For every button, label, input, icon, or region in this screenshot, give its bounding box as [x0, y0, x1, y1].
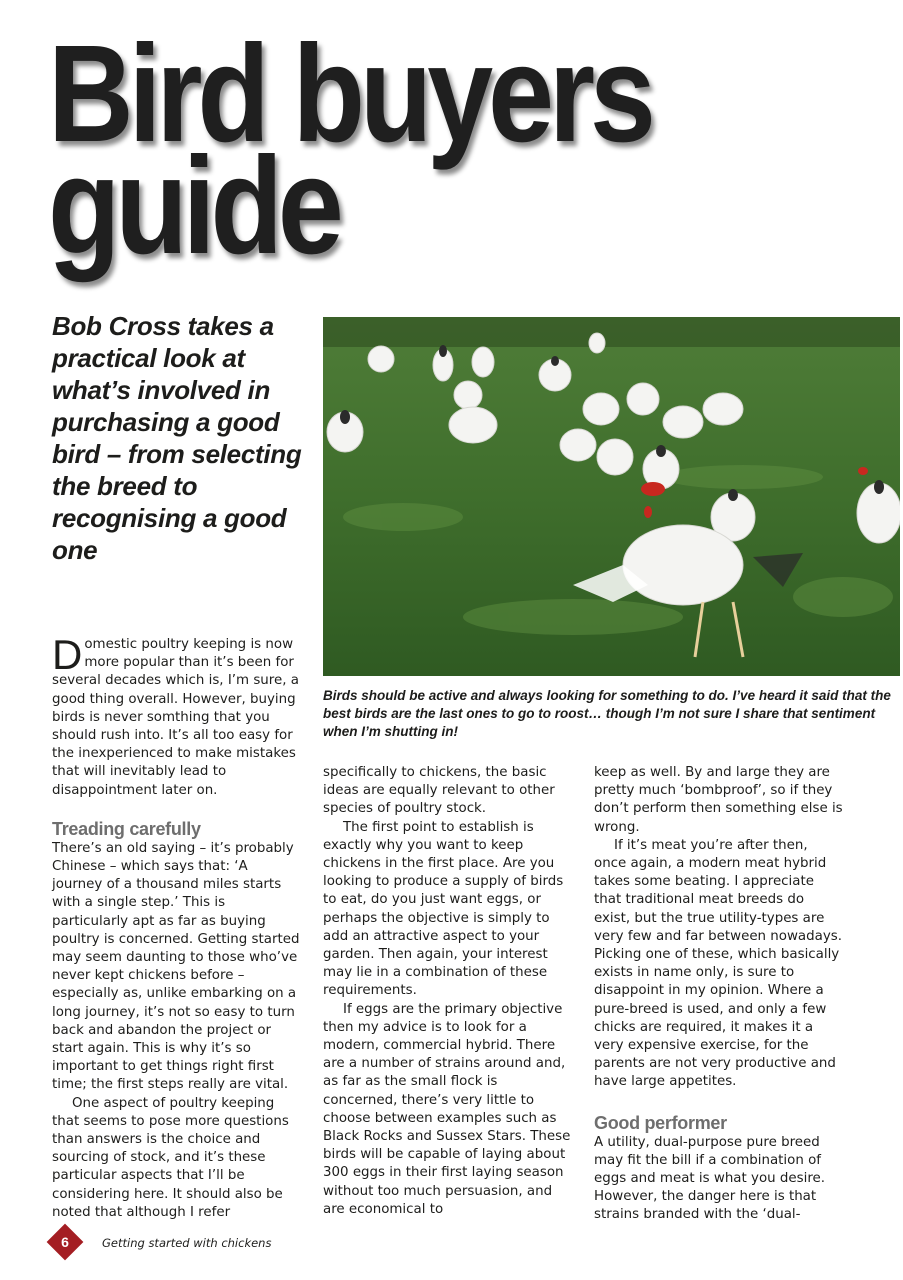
page-title — [48, 17, 651, 283]
intro-paragraph — [52, 631, 300, 800]
article-column-2 — [323, 764, 573, 1219]
article-column-1 — [52, 631, 300, 1222]
article-column-3 — [594, 764, 844, 1225]
intro-text: omestic poultry keeping is now more popular than it’s been for several decades which is, I’m sure, a good thing overall. However, buying birds is never somthing that you should rush into. It’s all too easy for the inexperienced to make mistakes that will inevitably lead to disappointment later on. — [52, 637, 299, 798]
paragraph: keep as well. By and large they are pretty much ‘bombproof’, so if they don’t perform then something else is wrong. — [594, 765, 843, 835]
standfirst: Bob Cross takes a practical look at what’s involved in purchasing a good bird – from selecting the breed to recognising a good one — [52, 311, 302, 565]
paragraph: If it’s meat you’re after then, once again, a modern meat hybrid takes some beating. I appreciate that traditional meat breeds do exist, but the true utility-types are very few and far between nowadays. Picking one of these, which basically exists in name only, is sure to disappoint in my opinion. Where a pure-breed is used, and only a few chicks are required, it makes it a very expensive exercise, for the parents are not very productive and have large appetites. — [594, 837, 843, 1090]
photo-caption: Birds should be active and always looking for something to do. I’ve heard it said that the best birds are the last ones to go to roost… though I’m not sure I share that sentiment when I’m shutting in! — [323, 688, 891, 739]
chickens-photo — [323, 317, 900, 676]
drop-cap: D — [52, 631, 83, 678]
paragraph: The first point to establish is exactly why you want to keep chickens in the first place. Are you looking to produce a supply of birds to eat, do you just want eggs, or perhaps the objective is simply to add an attractive aspect to your garden. Then again, your interest may lie in a combination of these requirements. — [323, 819, 564, 999]
paragraph: specifically to chickens, the basic ideas are equally relevant to other species of poultry stock. — [323, 765, 555, 817]
page-footer — [48, 1226, 448, 1264]
section-label: Getting started with chickens — [102, 1236, 272, 1250]
chickens-photo-illustration — [323, 317, 900, 676]
page-number: 6 — [61, 1234, 69, 1250]
title-line-2: guide — [48, 129, 339, 283]
paragraph: A utility, dual-purpose pure breed may fit the bill if a combination of eggs and meat is what you desire. However, the danger here is that strains branded with the ‘dual- — [594, 1134, 826, 1223]
subheading-treading-carefully: Treading carefully — [52, 818, 201, 839]
paragraph: One aspect of poultry keeping that seems to pose more questions than answers is the choice and sourcing of stock, and it’s these particular aspects that I’ll be considering here. It should also be noted that although I refer — [52, 1095, 289, 1220]
paragraph: There’s an old saying – it’s probably Chinese – which says that: ‘A journey of a thousand miles starts with a single step.’ This is particularly apt as far as buying poultry is concerned. Getting started may seem daunting to those who’ve never kept chickens before – especially as, unlike embarking on a long journey, it’s not so easy to turn back and abandon the project or start again. This is why it’s so important to get things right first time; the first steps really are vital. — [52, 840, 300, 1093]
subheading-good-performer: Good performer — [594, 1112, 727, 1133]
paragraph: If eggs are the primary objective then my advice is to look for a modern, commercial hybrid. There are a number of strains around and, as far as the small flock is concerned, there’s very little to choose between examples such as Black Rocks and Sussex Stars. These birds will be capable of laying about 300 eggs in their first laying season without too much persuasion, and are economical to — [323, 1001, 571, 1217]
title-line-1: Bird buyers — [48, 17, 651, 171]
